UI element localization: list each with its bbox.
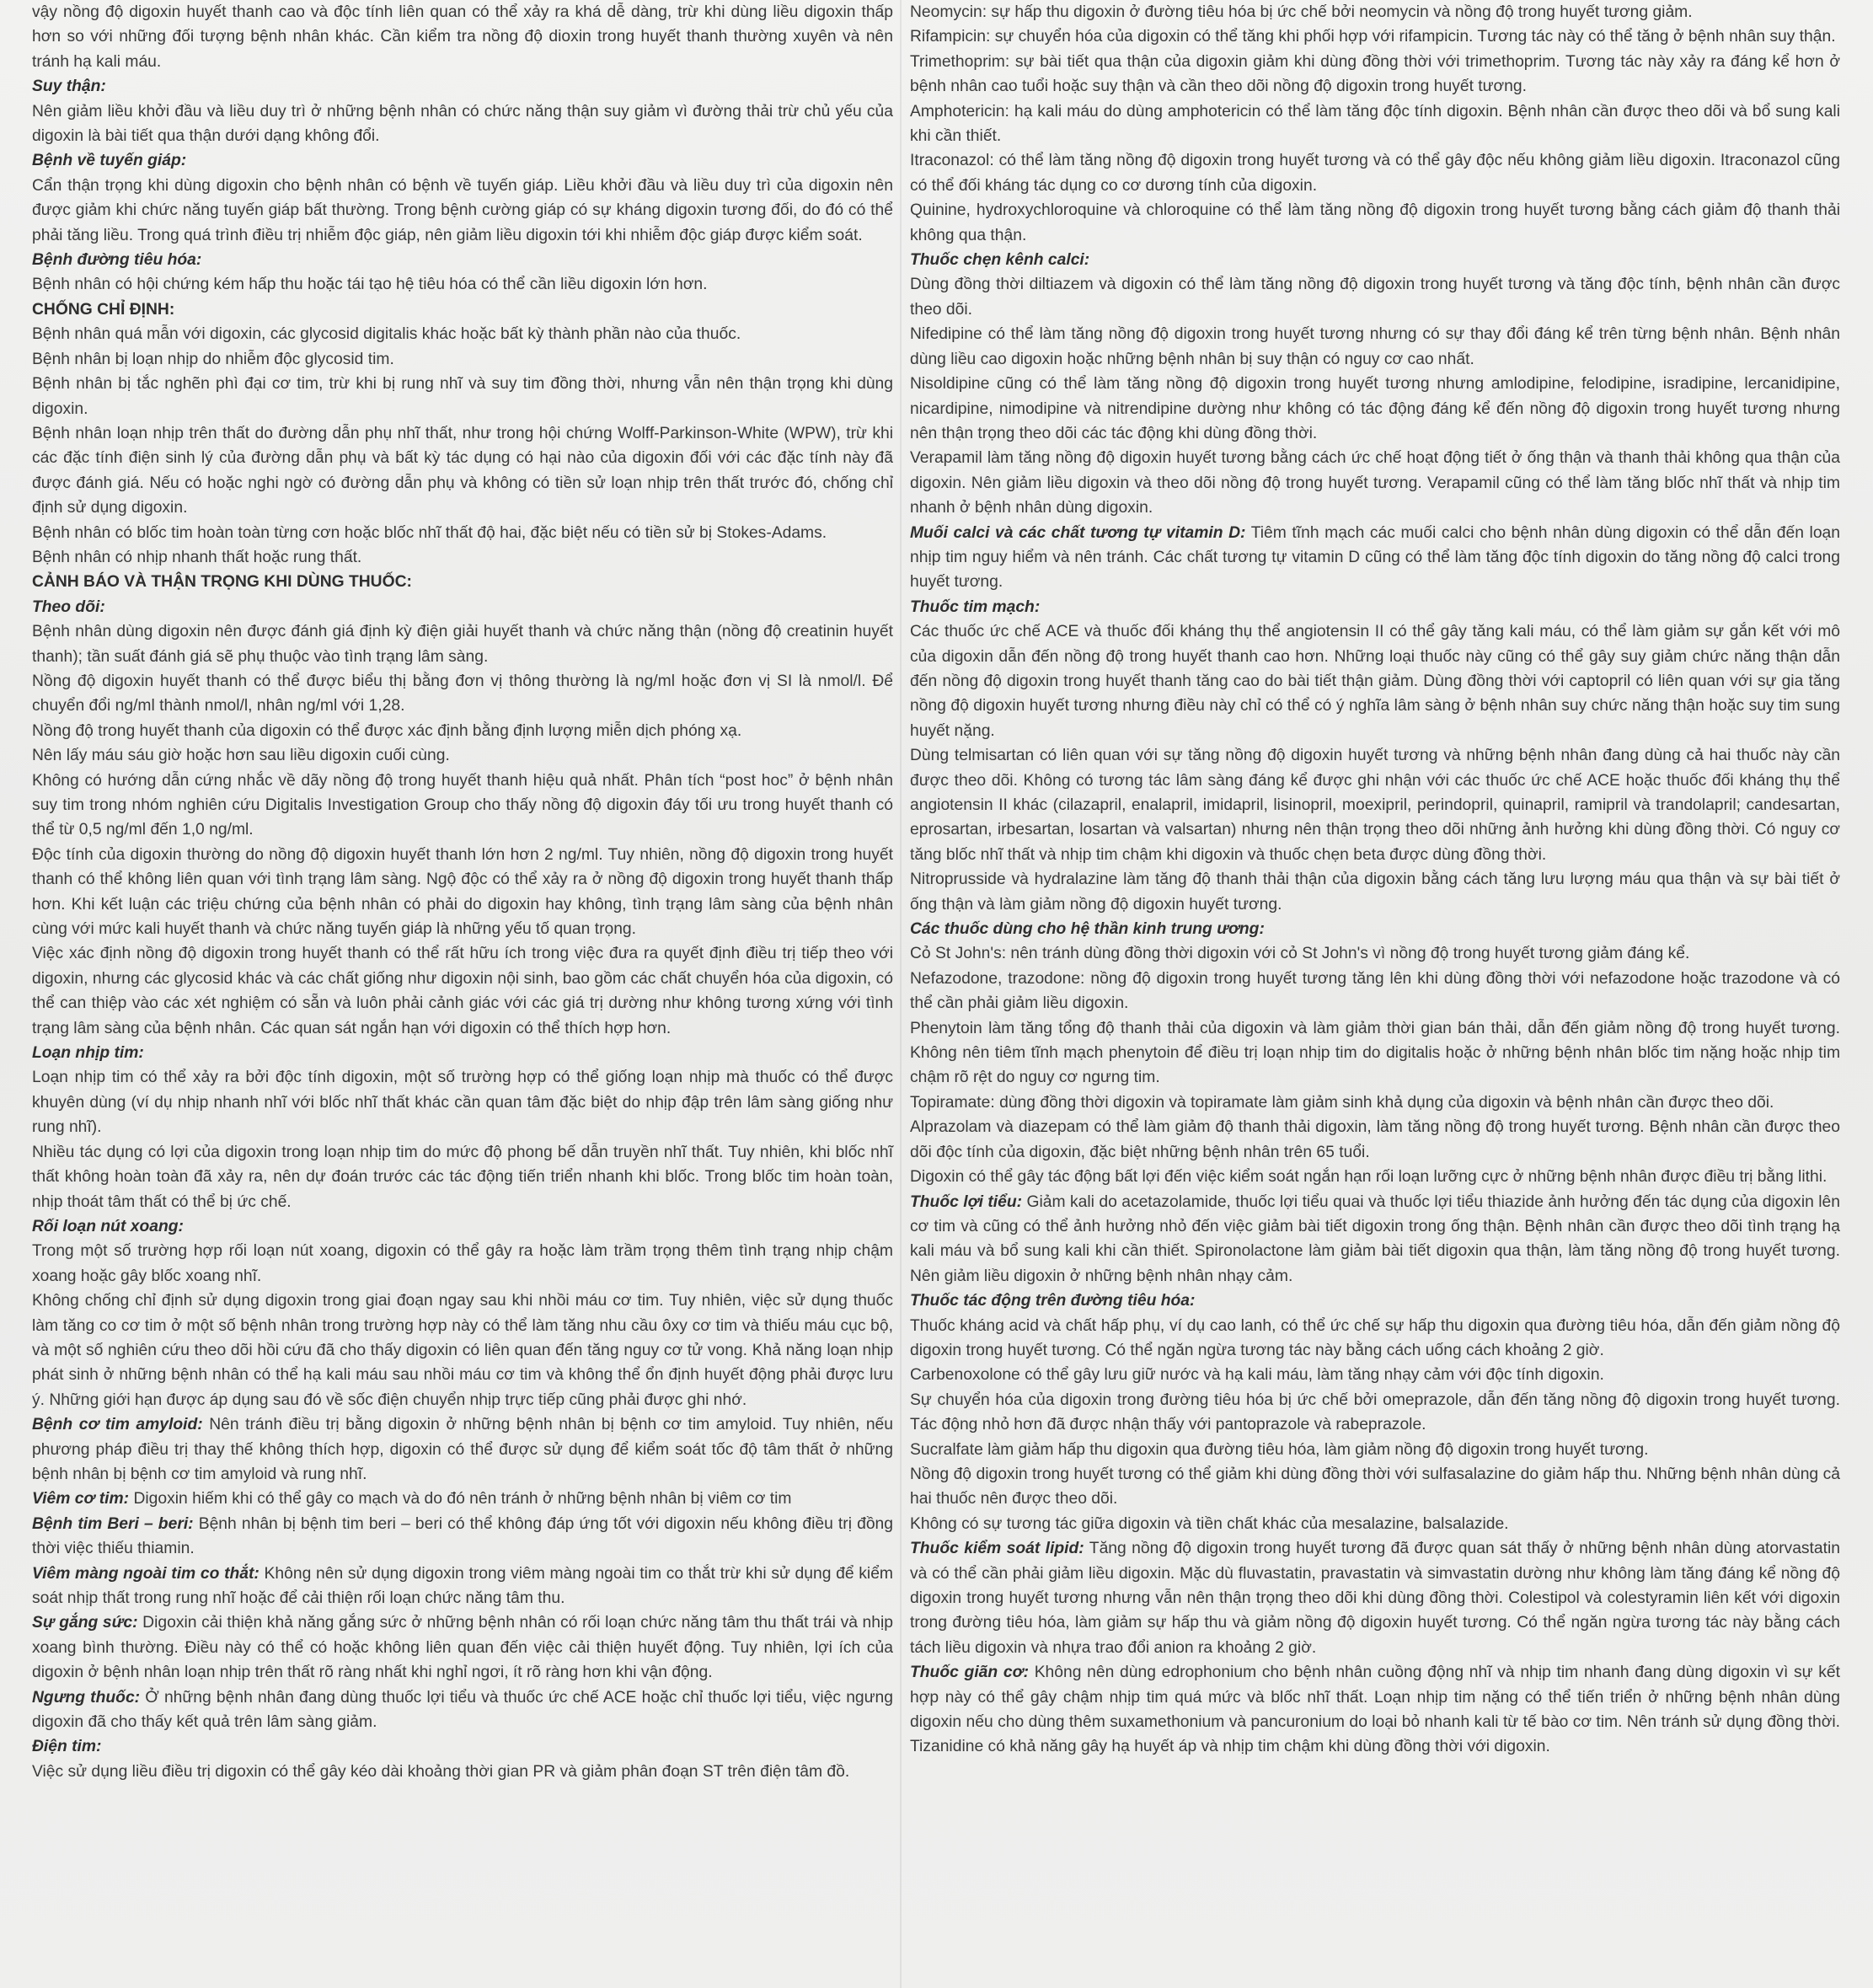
paragraph-text: Không nên sử dụng digoxin trong viêm màng ngoài tim co thắt trừ khi sử dụng để kiểm soát nhịp thất trong rung nhĩ hoặc để cải thiện rối loạn chức năng tâm thu. bbox=[32, 1564, 893, 1607]
paragraph: Topiramate: dùng đồng thời digoxin và topiramate làm giảm sinh khả dụng của digoxin và bệnh nhân cần được theo dõi. bbox=[910, 1093, 1774, 1112]
paragraph-lead: Thuốc giãn cơ: bbox=[910, 1664, 1029, 1682]
paragraph: Bệnh nhân bị loạn nhịp do nhiễm độc glycosid tim. bbox=[32, 350, 394, 368]
paragraph: Cỏ St John's: nên tránh dùng đồng thời digoxin với cỏ St John's vì nồng độ trong huyết tương giảm đáng kể. bbox=[910, 945, 1690, 963]
paragraph: Nên lấy máu sáu giờ hoặc hơn sau liều digoxin cuối cùng. bbox=[32, 747, 450, 765]
paragraph: Trimethoprim: sự bài tiết qua thận của digoxin giảm khi dùng đồng thời với trimethoprim. Tương tác này xảy ra đáng kể hơn ở bệnh nhân cao tuổi hoặc suy thận và cần theo dõi nồng độ digoxin trong huyết tương. bbox=[910, 52, 1840, 96]
paragraph: Amphotericin: hạ kali máu do dùng amphotericin có thể làm tăng độc tính digoxin. Bệnh nhân cần được theo dõi và bổ sung kali khi cần thiết. bbox=[910, 102, 1840, 146]
paragraph-lead: Thuốc kiểm soát lipid: bbox=[910, 1540, 1084, 1558]
paragraph-lead: Thuốc lợi tiểu: bbox=[910, 1192, 1023, 1211]
paragraph: Sucralfate làm giảm hấp thu digoxin qua đường tiêu hóa, làm giảm nồng độ digoxin trong huyết tương. bbox=[910, 1440, 1649, 1459]
section-title: CẢNH BÁO VÀ THẬN TRỌNG KHI DÙNG THUỐC: bbox=[32, 573, 412, 592]
labeled-paragraph bbox=[32, 1685, 893, 1735]
section-heading: Rối loạn nút xoang: bbox=[32, 1217, 184, 1235]
paragraph: Không chống chỉ định sử dụng digoxin trong giai đoạn ngay sau khi nhồi máu cơ tim. Tuy nhiên, việc sử dụng thuốc làm tăng co cơ tim ở một số bệnh nhân trong trường hợp này có thể làm tăng nhu cầu ôxy cơ tim và thiếu máu cục bộ, và một số nghiên cứu theo dõi hồi cứu đã cho thấy digoxin có liên quan đến tăng nguy cơ tử vong. Khả năng loạn nhịp phát sinh ở những bệnh nhân có thể hạ kali máu sau nhồi máu cơ tim và không thể ổn định huyết động phải được lưu ý. Những giới hạn được áp dụng sau đó về sốc điện chuyển nhịp trực tiếp cũng phải được ghi nhớ. bbox=[32, 1292, 893, 1409]
paragraph-text: Tiêm tĩnh mạch các muối calci cho bệnh nhân dùng digoxin có thể dẫn đến loạn nhịp tim nguy hiểm và nên tránh. Các chất tương tự vitamin D cũng có thể làm tăng độc tính digoxin do tăng nồng độ calci trong huyết tương. bbox=[910, 523, 1840, 592]
paragraph: Nefazodone, trazodone: nồng độ digoxin trong huyết tương tăng lên khi dùng đồng thời với nefazodone hoặc trazodone và có thể cần phải giảm liều digoxin. bbox=[910, 969, 1840, 1013]
paragraph-text: Tăng nồng độ digoxin trong huyết tương đã được quan sát thấy ở những bệnh nhân dùng atorvastatin và có thể cần phải giảm liều digoxin. Mặc dù fluvastatin, pravastatin và simvastatin dường như không làm tăng đáng kể nồng độ digoxin trong huyết tương nhưng vẫn nên thận trọng theo dõi khi dùng đồng thời. Colestipol và colestyramin liên kết với digoxin trong đường tiêu hóa, làm giảm sự hấp thu và giảm nồng độ digoxin huyết tương. Có thể ngăn ngừa tương tác này bằng cách tách liều digoxin và nhựa trao đổi anion ra khoảng 2 giờ. bbox=[910, 1540, 1840, 1657]
paragraph: Nồng độ digoxin huyết thanh có thể được biểu thị bằng đơn vị thông thường là ng/ml hoặc đơn vị SI là nmol/l. Để chuyển đổi ng/ml thành nmol/l, nhân ng/ml với 1,28. bbox=[32, 672, 893, 715]
paragraph: Bệnh nhân quá mẫn với digoxin, các glycosid digitalis khác hoặc bất kỳ thành phần nào của thuốc. bbox=[32, 325, 741, 344]
paragraph: Carbenoxolone có thể gây lưu giữ nước và hạ kali máu, làm tăng nhạy cảm với độc tính digoxin. bbox=[910, 1366, 1604, 1385]
paragraph-text: Không nên dùng edrophonium cho bệnh nhân cuồng động nhĩ và nhịp tim nhanh đang dùng digoxin vì sự kết hợp này có thể gây chậm nhịp tim quá mức và blốc nhĩ thất. Loạn nhịp tim nặng có thể tiến triển ở những bệnh nhân dùng digoxin nếu cho dùng thêm suxamethonium và pancuronium do loại bỏ nhanh kali từ tế bào cơ tim. Nên tránh sử dụng đồng thời. Tizanidine có khả năng gây hạ huyết áp và nhịp tim chậm khi dùng đồng thời với digoxin. bbox=[910, 1664, 1840, 1756]
page-fold bbox=[900, 0, 902, 1988]
left-column bbox=[32, 0, 893, 1784]
section-heading: Bệnh đường tiêu hóa: bbox=[32, 251, 202, 270]
labeled-paragraph bbox=[32, 1562, 893, 1611]
section-heading: Thuốc tim mạch: bbox=[910, 597, 1041, 616]
paragraph-text: Bệnh nhân bị bệnh tim beri – beri có thể không đáp ứng tốt với digoxin nếu không điều trị đồng thời việc thiếu thiamin. bbox=[32, 1514, 893, 1558]
labeled-paragraph bbox=[32, 1487, 893, 1511]
paragraph: Itraconazol: có thể làm tăng nồng độ digoxin trong huyết tương và có thể gây độc nếu không giảm liều digoxin. Itraconazol cũng có thể đối kháng tác dụng co cơ dương tính của digoxin. bbox=[910, 152, 1840, 195]
labeled-paragraph bbox=[910, 1536, 1840, 1660]
paragraph: Bệnh nhân có blốc tim hoàn toàn từng cơn hoặc blốc nhĩ thất độ hai, đặc biệt nếu có tiền sử bị Stokes-Adams. bbox=[32, 523, 827, 542]
paragraph: Cẩn thận trọng khi dùng digoxin cho bệnh nhân có bệnh về tuyến giáp. Liều khởi đầu và liều duy trì của digoxin nên được giảm khi chức năng tuyến giáp bất thường. Trong bệnh cường giáp có sự kháng digoxin tương đối, do đó có thể phải tăng liều. Trong quá trình điều trị nhiễm độc giáp, nên giảm liều digoxin tới khi nhiễm độc giáp được kiểm soát. bbox=[32, 176, 893, 244]
paragraph: Nitroprusside và hydralazine làm tăng độ thanh thải thận của digoxin bằng cách tăng lưu lượng máu qua thận và sự bài tiết ở ống thận và làm giảm nồng độ digoxin huyết tương. bbox=[910, 871, 1840, 914]
section-title: CHỐNG CHỈ ĐỊNH: bbox=[32, 300, 175, 319]
paragraph: Bệnh nhân dùng digoxin nên được đánh giá định kỳ điện giải huyết thanh và chức năng thận (nồng độ creatinin huyết thanh); tần suất đánh giá sẽ phụ thuộc vào tình trạng lâm sàng. bbox=[32, 623, 893, 666]
paragraph: Việc xác định nồng độ digoxin trong huyết thanh có thể rất hữu ích trong việc đưa ra quyết định điều trị tiếp theo với digoxin, nhưng các glycosid khác và các chất giống như digoxin nội sinh, bao gồm các chất chuyển hóa của digoxin, có thể can thiệp vào các xét nghiệm có sẵn và luôn phải cảnh giác với các giá trị dường như không tương xứng với tình trạng lâm sàng của bệnh nhân. Các quan sát ngắn hạn với digoxin có thể thích hợp hơn. bbox=[32, 945, 893, 1037]
paragraph-text: Nên tránh điều trị bằng digoxin ở những bệnh nhân bị bệnh cơ tim amyloid. Tuy nhiên, nếu phương pháp điều trị thay thế không thích hợp, digoxin có thể được sử dụng để kiểm soát tốc độ tâm thất ở những bệnh nhân bị bệnh cơ tim amyloid và rung nhĩ. bbox=[32, 1416, 893, 1483]
section-heading: Thuốc tác động trên đường tiêu hóa: bbox=[910, 1292, 1196, 1310]
paragraph: Dùng đồng thời diltiazem và digoxin có thể làm tăng nồng độ digoxin trong huyết tương và tăng độc tính, bệnh nhân cần được theo dõi. bbox=[910, 276, 1840, 319]
paragraph-lead: Sự gắng sức: bbox=[32, 1614, 138, 1632]
paragraph: Bệnh nhân có nhịp nhanh thất hoặc rung thất. bbox=[32, 548, 362, 566]
paragraph-text: Giảm kali do acetazolamide, thuốc lợi tiểu quai và thuốc lợi tiểu thiazide ảnh hưởng đến tác dụng của digoxin lên cơ tim và cũng có thể ảnh hưởng nhỏ đến việc giảm bài tiết digoxin trong ống thận. Bệnh nhân cần được theo dõi tình trạng hạ kali máu và bổ sung kali khi cần thiết. Spironolactone làm giảm bài tiết digoxin qua thận, làm tăng nồng độ trong huyết tương. Nên giảm liều digoxin ở những bệnh nhân nhạy cảm. bbox=[910, 1192, 1840, 1285]
paragraph-text: Ở những bệnh nhân đang dùng thuốc lợi tiểu và thuốc ức chế ACE hoặc chỉ thuốc lợi tiểu, việc ngưng digoxin đã cho thấy kết quả trên lâm sàng giảm. bbox=[32, 1688, 893, 1732]
section-heading: Các thuốc dùng cho hệ thần kinh trung ương: bbox=[910, 920, 1265, 939]
paragraph: Độc tính của digoxin thường do nồng độ digoxin huyết thanh lớn hơn 2 ng/ml. Tuy nhiên, nồng độ digoxin trong huyết thanh có thể không liên quan với tình trạng lâm sàng. Ngộ độc có thể xảy ra ở nồng độ digoxin trong huyết thanh thấp hơn. Khi kết luận các triệu chứng của bệnh nhân có phải do digoxin hay không, tình trạng lâm sàng của bệnh nhân cùng với mức kali huyết thanh và chức năng tuyến giáp là những yếu tố quan trọng. bbox=[32, 845, 893, 939]
paragraph: Verapamil làm tăng nồng độ digoxin huyết tương bằng cách ức chế hoạt động tiết ở ống thận và thanh thải không qua thận của digoxin. Nên giảm liều digoxin và theo dõi nồng độ trong huyết tương. Verapamil cũng có thể làm tăng blốc nhĩ thất và nhịp tim nhanh ở bệnh nhân dùng digoxin. bbox=[910, 449, 1840, 517]
paragraph: Không có sự tương tác giữa digoxin và tiền chất khác của mesalazine, balsalazide. bbox=[910, 1514, 1509, 1533]
paragraph-lead: Bệnh cơ tim amyloid: bbox=[32, 1416, 203, 1434]
paragraph: Alprazolam và diazepam có thể làm giảm độ thanh thải digoxin, làm tăng nồng độ trong huyết tương. Bệnh nhân cần được theo dõi độc tính của digoxin, đặc biệt những bệnh nhân trên 65 tuổi. bbox=[910, 1118, 1840, 1161]
paragraph: vậy nồng độ digoxin huyết thanh cao và độc tính liên quan có thể xảy ra khá dễ dàng, trừ khi dùng liều digoxin thấp hơn so với những đối tượng bệnh nhân khác. Cần kiểm tra nồng độ dioxin trong huyết thanh thường xuyên và nên tránh hạ kali máu. bbox=[32, 3, 893, 71]
labeled-paragraph bbox=[910, 1190, 1840, 1289]
section-heading: Suy thận: bbox=[32, 78, 106, 96]
paragraph: Quinine, hydroxychloroquine và chloroquine có thể làm tăng nồng độ digoxin trong huyết tương bằng cách giảm độ thanh thải không qua thận. bbox=[910, 201, 1840, 244]
paragraph-lead: Bệnh tim Beri – beri: bbox=[32, 1514, 194, 1533]
paragraph: Không có hướng dẫn cứng nhắc về dãy nồng độ trong huyết thanh hiệu quả nhất. Phân tích “post hoc” ở bệnh nhân suy tim trong nhóm nghiên cứu Digitalis Investigation Group cho thấy nồng độ digoxin đáy tối ưu trong huyết thanh có thể từ 0,5 ng/ml đến 1,0 ng/ml. bbox=[32, 771, 893, 839]
paragraph-text: Digoxin hiếm khi có thể gây co mạch và do đó nên tránh ở những bệnh nhân bị viêm cơ tim bbox=[129, 1490, 792, 1508]
labeled-paragraph bbox=[910, 521, 1840, 595]
section-heading: Loạn nhịp tim: bbox=[32, 1044, 144, 1063]
paragraph: Nisoldipine cũng có thể làm tăng nồng độ digoxin trong huyết tương nhưng amlodipine, felodipine, isradipine, lercanidipine, nicardipine, nimodipine và nitrendipine dường như không có tác động đáng kể đến nồng độ digoxin trong huyết tương nhưng nên thận trọng theo dõi các tác động khi dùng đồng thời. bbox=[910, 375, 1840, 442]
paragraph: Nifedipine có thể làm tăng nồng độ digoxin trong huyết tương nhưng có sự thay đổi đáng kể trên từng bệnh nhân. Bệnh nhân dùng liều cao digoxin hoặc những bệnh nhân bị suy thận có nguy cơ cao nhất. bbox=[910, 325, 1840, 368]
paragraph-lead: Viêm màng ngoài tim co thắt: bbox=[32, 1564, 260, 1583]
labeled-paragraph bbox=[32, 1610, 893, 1685]
paragraph: Bệnh nhân loạn nhịp trên thất do đường dẫn phụ nhĩ thất, như trong hội chứng Wolff-Parkinson-White (WPW), trừ khi các đặc tính điện sinh lý của đường dẫn phụ và bất kỳ tác dụng có hại nào của digoxin đối với các đặc tính này đã được đánh giá. Nếu có hoặc nghi ngờ có đường dẫn phụ và không có tiền sử loạn nhịp trên thất trước đó, chống chỉ định sử dụng digoxin. bbox=[32, 424, 893, 517]
paragraph-lead: Muối calci và các chất tương tự vitamin D: bbox=[910, 523, 1246, 542]
paragraph-text: Digoxin cải thiện khả năng gắng sức ở những bệnh nhân có rối loạn chức năng tâm thu thất trái và nhịp xoang bình thường. Điều này có thể có hoặc không liên quan đến việc cải thiện huyết động. Tuy nhiên, lợi ích của digoxin ở bệnh nhân loạn nhịp trên thất rõ ràng nhất khi nghỉ ngơi, ít rõ ràng hơn khi vận động. bbox=[32, 1614, 894, 1682]
paragraph: Thuốc kháng acid và chất hấp phụ, ví dụ cao lanh, có thể ức chế sự hấp thu digoxin qua đường tiêu hóa, dẫn đến giảm nồng độ digoxin trong huyết tương. Có thể ngăn ngừa tương tác này bằng cách uống cách khoảng 2 giờ. bbox=[910, 1316, 1840, 1359]
paragraph: Nên giảm liều khởi đầu và liều duy trì ở những bệnh nhân có chức năng thận suy giảm vì đường thải trừ chủ yếu của digoxin là bài tiết qua thận dưới dạng không đổi. bbox=[32, 102, 893, 146]
paragraph-lead: Ngưng thuốc: bbox=[32, 1688, 141, 1707]
section-heading: Bệnh về tuyến giáp: bbox=[32, 152, 187, 170]
labeled-paragraph bbox=[32, 1512, 893, 1562]
paragraph: Nồng độ digoxin trong huyết tương có thể giảm khi dùng đồng thời với sulfasalazine do giảm hấp thu. Những bệnh nhân dùng cả hai thuốc nên được theo dõi. bbox=[910, 1465, 1840, 1508]
labeled-paragraph bbox=[32, 1412, 893, 1487]
paragraph: Rifampicin: sự chuyển hóa của digoxin có thể tăng khi phối hợp với rifampicin. Tương tác này có thể tăng ở bệnh nhân suy thận. bbox=[910, 28, 1836, 46]
paragraph: Nhiều tác dụng có lợi của digoxin trong loạn nhịp tim do mức độ phong bế dẫn truyền nhĩ thất. Tuy nhiên, khi blốc nhĩ thất không hoàn toàn đã xảy ra, nên dự đoán trước các tác động tiến triển nhanh khi blốc. Trong blốc tim hoàn toàn, nhịp thoát tâm thất có thể bị ức chế. bbox=[32, 1143, 893, 1211]
labeled-paragraph bbox=[910, 1660, 1840, 1760]
paragraph: Neomycin: sự hấp thu digoxin ở đường tiêu hóa bị ức chế bởi neomycin và nồng độ trong huyết tương giảm. bbox=[910, 3, 1693, 21]
paragraph: Digoxin có thể gây tác động bất lợi đến việc kiểm soát ngắn hạn rối loạn lưỡng cực ở những bệnh nhân được điều trị bằng lithi. bbox=[910, 1168, 1828, 1187]
paragraph: Bệnh nhân bị tắc nghẽn phì đại cơ tim, trừ khi bị rung nhĩ và suy tim đồng thời, nhưng vẫn nên thận trọng khi dùng digoxin. bbox=[32, 375, 893, 418]
section-heading: Điện tim: bbox=[32, 1738, 102, 1756]
paragraph: Loạn nhịp tim có thể xảy ra bởi độc tính digoxin, một số trường hợp có thể giống loạn nhịp mà thuốc có thể được khuyên dùng (ví dụ nhịp nhanh nhĩ với blốc nhĩ thất khác cần quan tâm đặc biệt do nhịp đập trên lâm sàng giống như rung nhĩ). bbox=[32, 1069, 893, 1137]
paragraph: Bệnh nhân có hội chứng kém hấp thu hoặc tái tạo hệ tiêu hóa có thể cần liều digoxin lớn hơn. bbox=[32, 276, 708, 294]
paragraph: Các thuốc ức chế ACE và thuốc đối kháng thụ thể angiotensin II có thể gây tăng kali máu, có thể làm giảm sự gắn kết với mô của digoxin dẫn đến nồng độ trong huyết thanh cao hơn. Những loại thuốc này cũng có thể gây suy giảm chức năng thận dẫn đến nồng độ digoxin trong huyết thanh tăng cao do bài tiết thận giảm. Dùng đồng thời với captopril có liên quan với sự gia tăng nồng độ digoxin huyết tương nhưng điều này chỉ có thể có ý nghĩa lâm sàng ở bệnh nhân suy chức năng thận hoặc suy tim sung huyết nặng. bbox=[910, 623, 1840, 740]
paragraph-lead: Viêm cơ tim: bbox=[32, 1490, 130, 1508]
section-heading: Thuốc chẹn kênh calci: bbox=[910, 251, 1090, 270]
paragraph: Việc sử dụng liều điều trị digoxin có thể gây kéo dài khoảng thời gian PR và giảm phân đoạn ST trên điện tâm đồ. bbox=[32, 1762, 850, 1781]
paragraph: Dùng telmisartan có liên quan với sự tăng nồng độ digoxin huyết tương và những bệnh nhân đang dùng cả hai thuốc này cần được theo dõi. Không có tương tác lâm sàng đáng kể được ghi nhận với các thuốc ức chế ACE hoặc thuốc đối kháng thụ thể angiotensin II khác (cilazapril, enalapril, imidapril, lisinopril, moexipril, perindopril, quinapril, ramipril và trandolapril; candesartan, eprosartan, irbesartan, losartan và valsartan) nhưng nên thận trọng theo dõi những ảnh hưởng khi dùng đồng thời. Có nguy cơ tăng blốc nhĩ thất và nhịp tim chậm khi digoxin và thuốc chẹn beta được dùng đồng thời. bbox=[910, 747, 1840, 864]
paragraph: Phenytoin làm tăng tổng độ thanh thải của digoxin và làm giảm thời gian bán thải, dẫn đến giảm nồng độ trong huyết tương. Không nên tiêm tĩnh mạch phenytoin để điều trị loạn nhịp tim do digitalis hoặc ở những bệnh nhân blốc tim nặng hoặc nhịp tim chậm rõ rệt do nguy cơ ngưng tim. bbox=[910, 1019, 1840, 1087]
section-heading: Theo dõi: bbox=[32, 597, 105, 616]
paragraph: Nồng độ trong huyết thanh của digoxin có thể được xác định bằng định lượng miễn dịch phóng xạ. bbox=[32, 721, 742, 740]
paragraph: Sự chuyển hóa của digoxin trong đường tiêu hóa bị ức chế bởi omeprazole, dẫn đến tăng nồng độ digoxin trong huyết tương. Tác động nhỏ hơn đã được nhận thấy với pantoprazole và rabeprazole. bbox=[910, 1391, 1840, 1434]
paragraph: Trong một số trường hợp rối loạn nút xoang, digoxin có thể gây ra hoặc làm trầm trọng thêm tình trạng nhịp chậm xoang hoặc gây blốc xoang nhĩ. bbox=[32, 1242, 893, 1285]
right-column bbox=[910, 0, 1840, 1760]
